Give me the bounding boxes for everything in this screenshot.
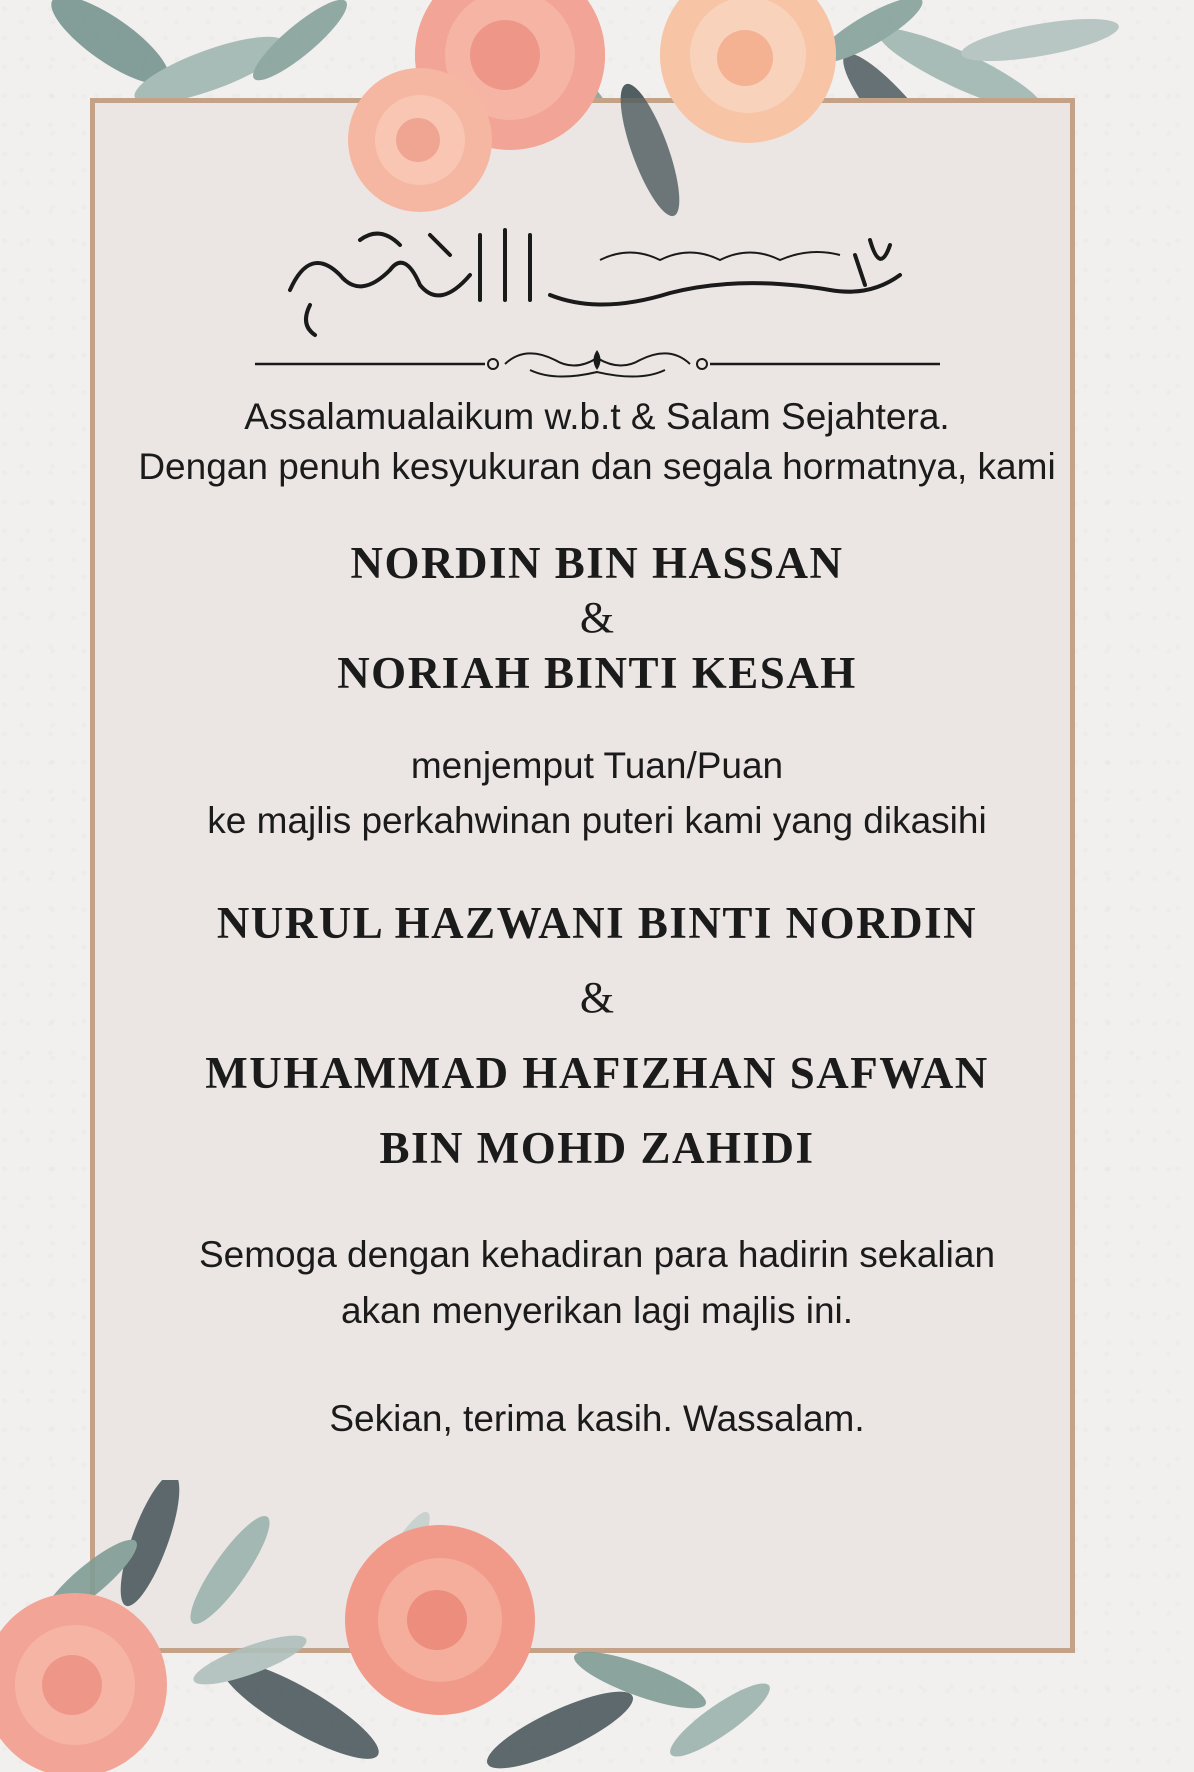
closing-line-2: akan menyerikan lagi majlis ini. [340,1290,854,1331]
basmala-calligraphy-icon [270,215,930,345]
couple-ampersand: & [579,973,615,1022]
ornamental-divider-icon [255,340,940,395]
sign-off: Sekian, terima kasih. Wassalam. [329,1398,865,1439]
groom-name-line-1: MUHAMMAD HAFIZHAN SAFWAN [205,1048,989,1098]
invite-line-2: ke majlis perkahwinan puteri kami yang dikasihi [207,800,987,841]
host-name-mother: NORIAH BINTI KESAH [337,648,857,698]
groom-name-line-2: BIN MOHD ZAHIDI [379,1123,815,1173]
closing-line-1: Semoga dengan kehadiran para hadirin sekalian [198,1234,996,1275]
greeting-line-2: Dengan penuh kesyukuran dan segala hormatnya, kami [138,446,1056,487]
invite-line-1: menjemput Tuan/Puan [410,745,784,786]
greeting-line-1: Assalamualaikum w.b.t & Salam Sejahtera. [244,396,950,437]
host-name-father: NORDIN BIN HASSAN [350,538,844,588]
bride-name: NURUL HAZWANI BINTI NORDIN [216,898,978,948]
host-ampersand: & [579,593,615,642]
